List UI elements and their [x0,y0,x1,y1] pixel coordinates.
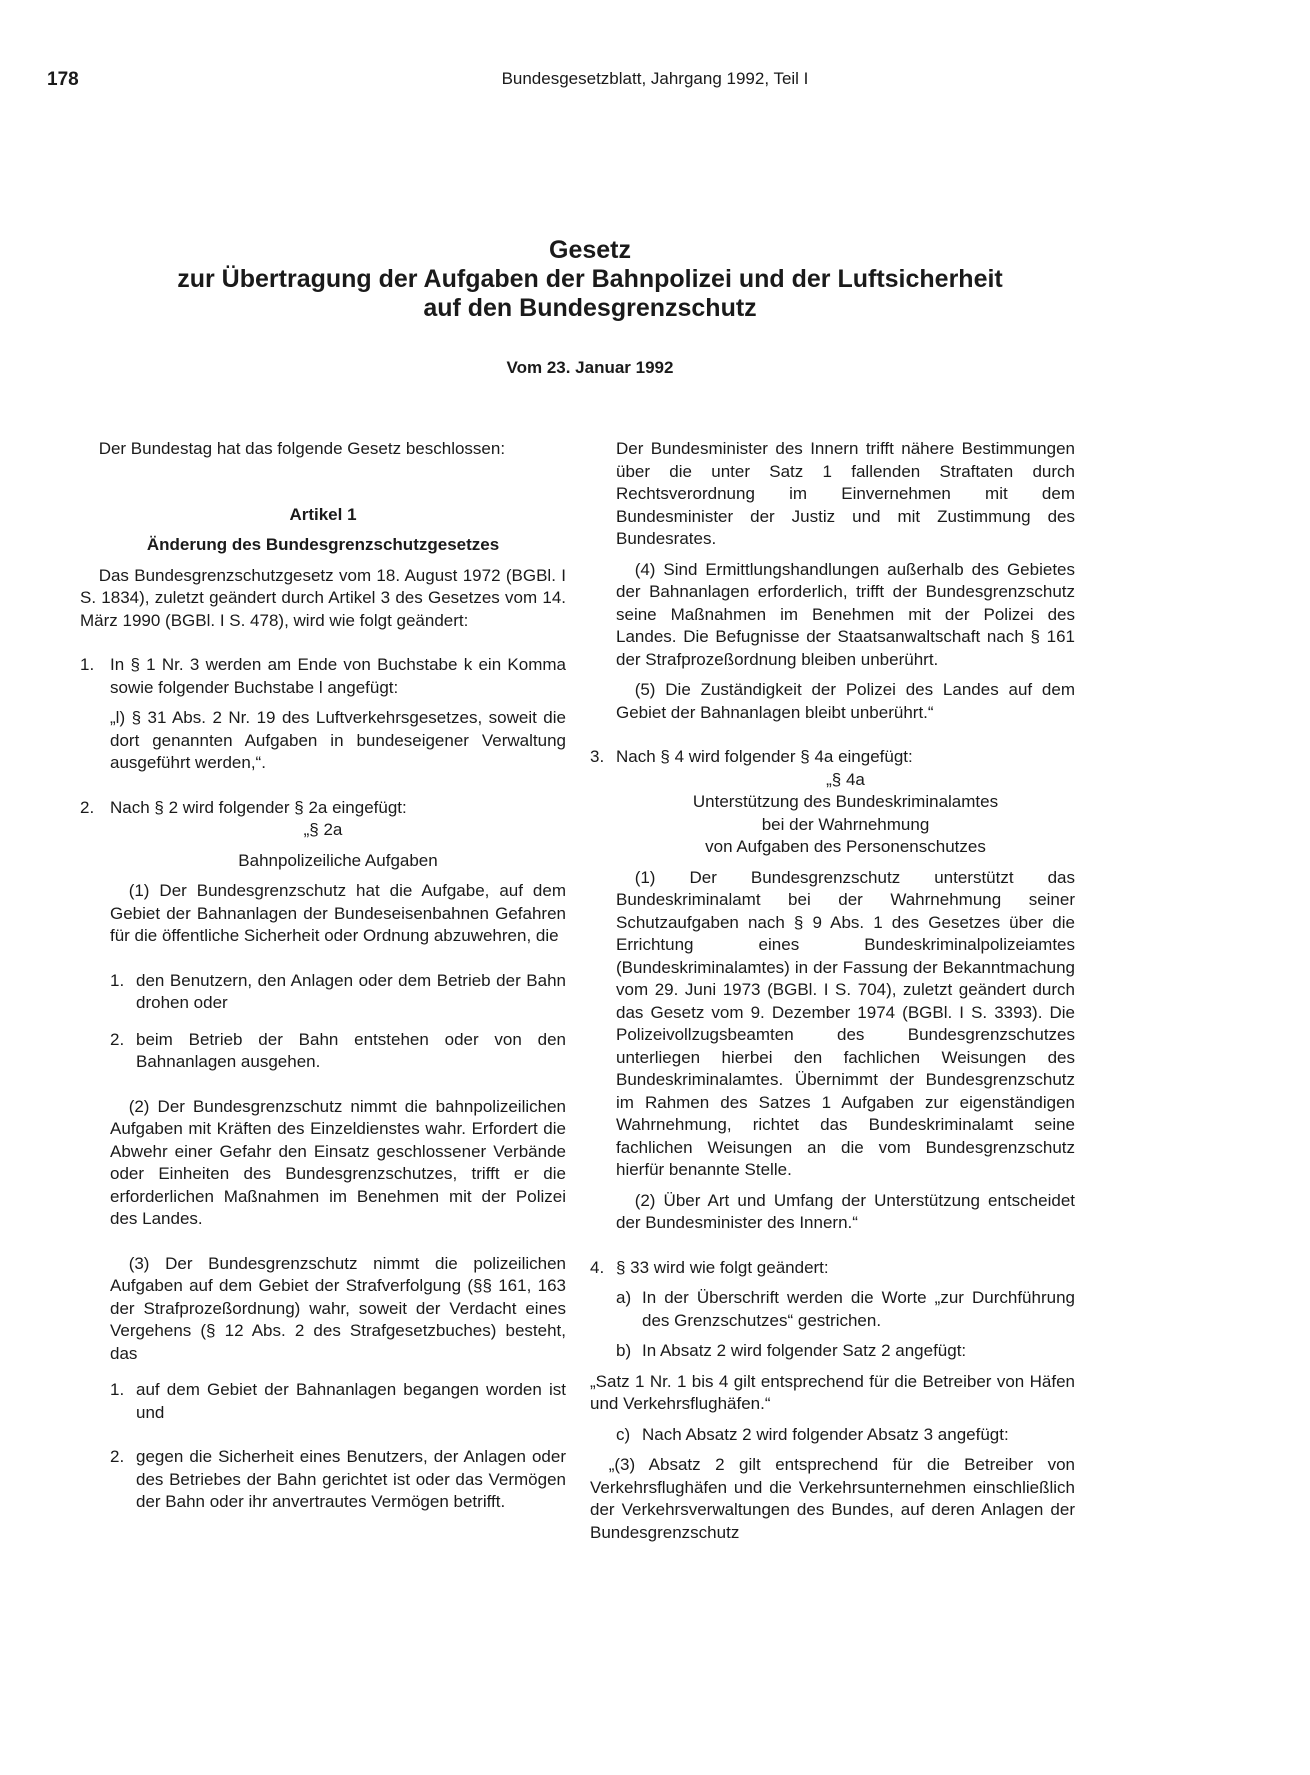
list-item [590,746,1075,769]
item-number: 1. [110,1380,125,1399]
paragraph: (1) Der Bundesgrenzschutz unterstützt das Bundeskriminalamt bei der Wahrnehmung seiner Schutzaufgaben nach § 9 Abs. 1 des Gesetzes über die Errichtung eines Bundeskriminalpolizeiamtes (Bundeskriminalamtes) in der Fassung der Bekanntmachung vom 29. Juni 1973 (BGBl. I S. 704), zuletzt geändert durch das Gesetz vom 9. Dezember 1974 (BGBl. I S. 3393). Die Polizeivollzugsbeamten des Bundesgrenzschutzes unterliegen hierbei den fachlichen Weisungen des Bundeskriminalamtes. Übernimmt der Bundesgrenzschutz im Rahmen des Satzes 1 Aufgaben zur eigenständigen Wahrnehmung, richtet das Bundeskriminalamt seine fachlichen Weisungen an die vom Bundesgrenzschutz hierfür benannte Stelle. [616,867,1075,1179]
item-text: Nach § 4 wird folgender § 4a eingefügt: [616,747,913,766]
item-text: § 33 wird wie folgt geändert: [616,1257,829,1277]
law-date: Vom 23. Januar 1992 [506,358,674,377]
paragraph: (5) Die Zuständigkeit der Polizei des Landes auf dem Gebiet der Bahnanlagen bleibt unberührt.“ [616,680,1075,722]
item-text: In Absatz 2 wird folgender Satz 2 angefügt: [642,1341,967,1360]
right-column [590,438,1075,1544]
item-number: 1. [110,970,125,990]
list-item [616,1424,1075,1447]
item-number: 2. [110,1447,125,1466]
paragraph: (1) Der Bundesgrenzschutz hat die Aufgabe, auf dem Gebiet der Bahnanlagen der Bundeseisenbahnen Gefahren für die öffentliche Sicherheit oder Ordnung abzuwehren, die [110,881,566,945]
item-letter: c) [616,1424,631,1444]
section-title: von Aufgaben des Personenschutzes [705,837,986,856]
item-text: In der Überschrift werden die Worte „zur Durchführung des Grenzschutzes“ gestrichen. [642,1288,1075,1330]
item-number: 3. [590,747,605,766]
item-letter: a) [616,1288,632,1307]
paragraph: (4) Sind Ermittlungshandlungen außerhalb des Gebietes der Bahnanlagen erforderlich, trifft der Bundesgrenzschutz seine Maßnahmen im Benehmen mit der Polizei des Landes. Die Befugnisse der Staatsanwaltschaft nach § 161 der Strafprozeßordnung bleiben unberührt. [616,559,1075,669]
list-item [110,1029,566,1074]
item-text: Nach Absatz 2 wird folgender Absatz 3 angefügt: [642,1424,1009,1444]
section-title: Unterstützung des Bundeskriminalamtes [692,792,999,811]
item-text: In § 1 Nr. 3 werden am Ende von Buchstabe k ein Komma sowie folgender Buchstabe l angefügt: [110,655,566,697]
article-1-subheading: Änderung des Bundesgrenzschutzgesetzes [146,535,500,554]
item-text: gegen die Sicherheit eines Benutzers, der Anlagen oder des Betriebes der Bahn gerichtet ist oder das Vermögen der Bahn oder ihr anvertrautes Vermögen betrifft. [136,1447,566,1511]
item-text: den Benutzern, den Anlagen oder dem Betrieb der Bahn drohen oder [136,970,566,1012]
amendment-quote: „(3) Absatz 2 gilt entsprechend für die Betreiber von Verkehrsflughäfen und die Verkehrsunternehmen einschließlich der Verkehrsverwaltungen des Bundes, auf deren Anlagen der Bundesgrenzschutz [590,1455,1075,1542]
item-text: beim Betrieb der Bahn entstehen oder von den Bahnanlagen ausgehen. [136,1029,566,1071]
paragraph: (2) Über Art und Umfang der Unterstützung entscheidet der Bundesminister des Innern.“ [616,1190,1075,1232]
item-text: auf dem Gebiet der Bahnanlagen begangen worden ist und [136,1380,566,1422]
amendment-quote: „l) § 31 Abs. 2 Nr. 19 des Luftverkehrsgesetzes, soweit die dort genannten Aufgaben in bundeseigener Verwaltung ausgeführt werden,“. [110,708,566,772]
list-item [590,1257,1075,1280]
list-item [80,797,566,820]
title-line-3: auf den Bundesgrenzschutz [423,294,757,322]
paragraph: (2) Der Bundesgrenzschutz nimmt die bahnpolizeilichen Aufgaben mit Kräften des Einzeldienstes wahr. Erfordert die Abwehr einer Gefahr den Einsatz geschlossener Verbände oder Einheiten des Bundesgrenzschutzes, trifft er die erforderlichen Maßnahmen im Benehmen mit der Polizei des Landes. [110,1096,566,1228]
enactment-clause: Der Bundestag hat das folgende Gesetz beschlossen: [98,439,506,458]
item-number: 1. [80,655,95,674]
list-item [110,1379,566,1424]
paragraph: Der Bundesminister des Innern trifft nähere Bestimmungen über die unter Satz 1 fallenden Straftaten durch Rechtsverordnung im Einvernehmen mit dem Bundesminister der Justiz und mit Zustimmung des Bundesrates. [616,439,1075,548]
item-letter: b) [616,1341,632,1360]
article-1-text: Das Bundesgrenzschutzgesetz vom 18. August 1972 (BGBl. I S. 1834), zuletzt geändert durch Artikel 3 des Gesetzes vom 14. März 1990 (BGBl. I S. 478), wird wie folgt geändert: [80,565,566,630]
list-item [110,970,566,1015]
list-item [80,654,566,699]
section-title: Bahnpolizeiliche Aufgaben [238,850,438,870]
section-title: bei der Wahrnehmung [761,814,930,834]
item-number: 4. [590,1257,605,1277]
item-number: 2. [110,1029,125,1049]
paragraph: (3) Der Bundesgrenzschutz nimmt die polizeilichen Aufgaben auf dem Gebiet der Strafverfolgung (§§ 161, 163 der Strafprozeßordnung) wahr, soweit der Verdacht eines Vergehens (§ 12 Abs. 2 des Strafgesetzbuches) besteht, das [110,1253,566,1363]
list-item [110,1446,566,1514]
section-label: „§ 4a [826,769,865,789]
list-item [616,1340,1075,1363]
list-item [616,1287,1075,1332]
page-number: 178 [47,69,79,90]
title-line-2: zur Übertragung der Aufgaben der Bahnpolizei und der Luftsicherheit [177,265,1003,293]
running-head: Bundesgesetzblatt, Jahrgang 1992, Teil I [501,69,809,88]
section-label: „§ 2a [303,820,343,839]
item-number: 2. [80,797,95,817]
amendment-quote: „Satz 1 Nr. 1 bis 4 gilt entsprechend für die Betreiber von Häfen und Verkehrsflughäfen.“ [590,1371,1075,1413]
item-text: Nach § 2 wird folgender § 2a eingefügt: [110,797,407,817]
title-line-1: Gesetz [549,236,631,264]
law-title [0,236,1180,323]
article-1-heading: Artikel 1 [289,504,357,524]
left-column [80,438,566,1514]
